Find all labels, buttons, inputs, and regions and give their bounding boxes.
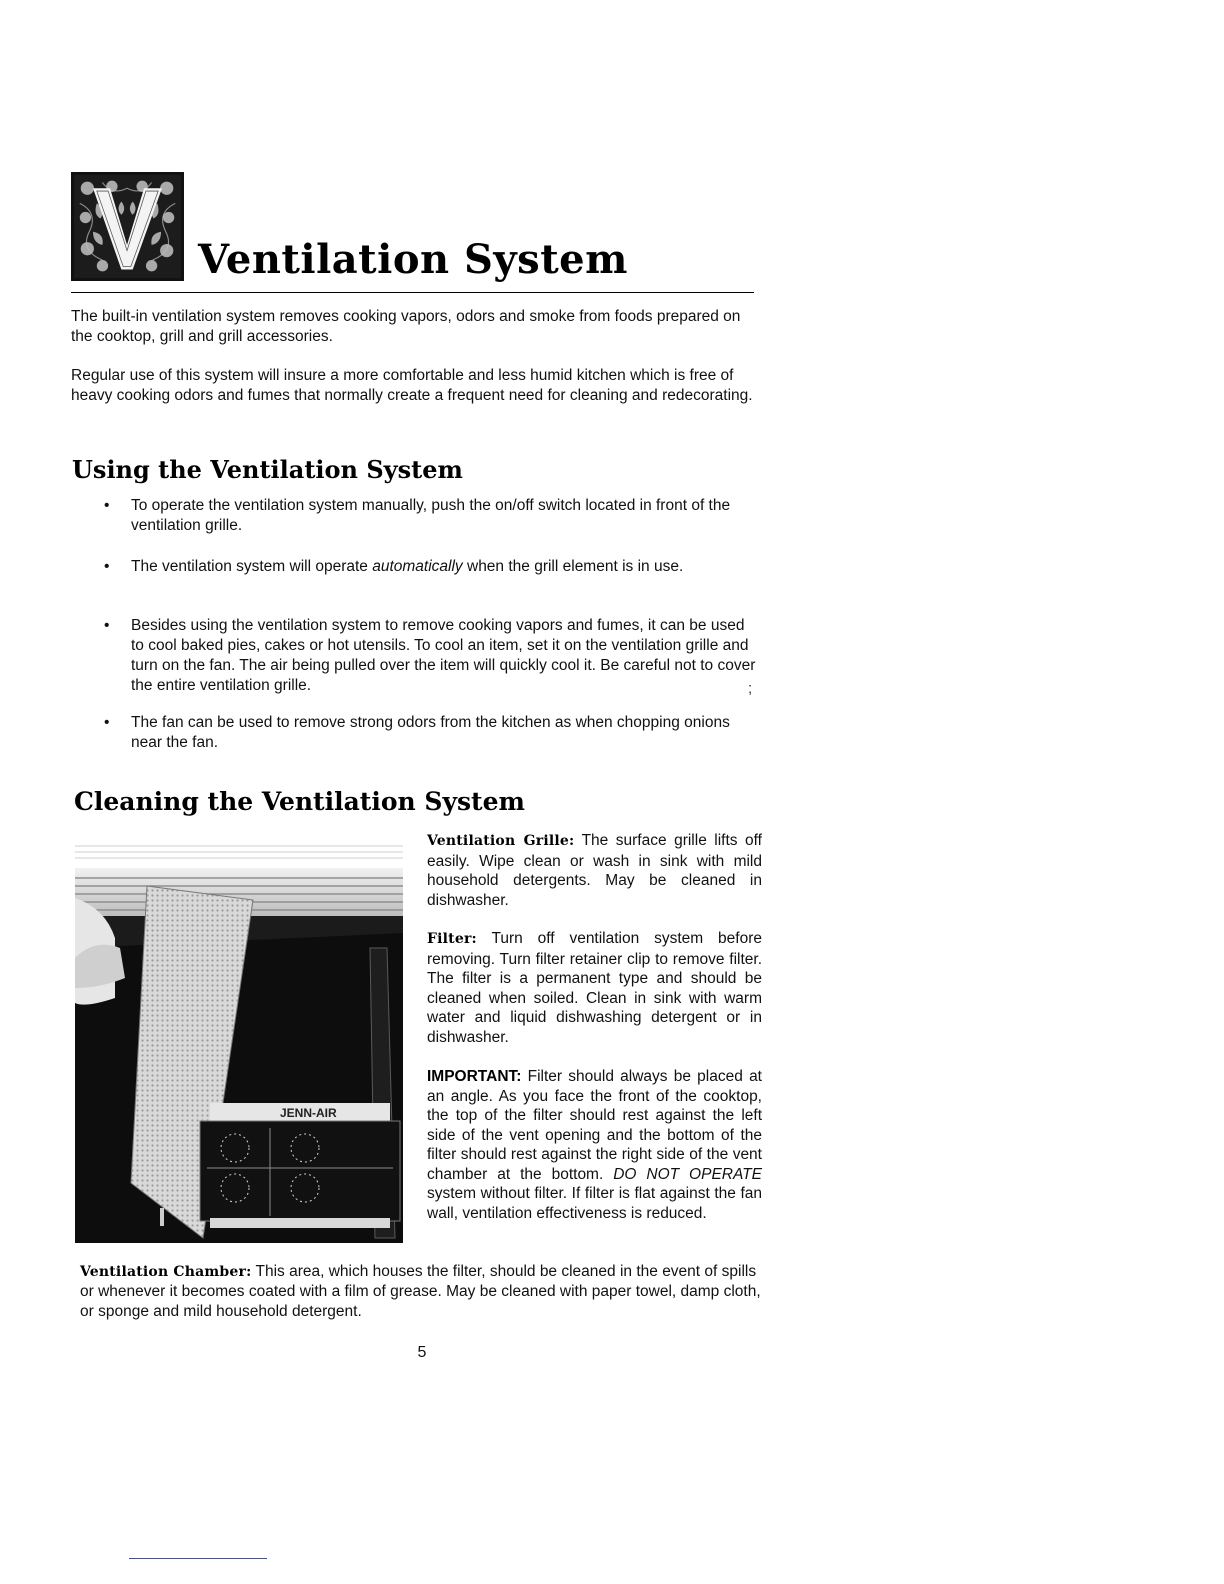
bullet-icon: • <box>104 617 110 634</box>
filter-paragraph <box>427 929 762 1047</box>
page-number: 5 <box>417 1344 427 1361</box>
photo-illustration <box>75 838 403 1243</box>
bullet-text-cooling: Besides using the ventilation system to remove cooking vapors and fumes, it can be used to cool baked pies, cakes or hot utensils. To cool an item, set it on the ventilation grille and turn on the fan. The air being pulled over the item will quickly cool it. Be careful not to cover the entire ventilation grille. <box>131 617 756 694</box>
intro-paragraph-2: Regular use of this system will insure a more comfortable and less humid kitchen which is free of heavy cooking odors and fumes that normally create a frequent need for cleaning and redecorating. <box>71 367 753 404</box>
cooktop-filter-photo <box>75 838 403 1243</box>
cleaning-section-heading: Cleaning the Ventilation System <box>74 787 525 816</box>
chamber-label: Ventilation Chamber: <box>80 1264 252 1280</box>
grille-paragraph <box>427 831 762 910</box>
filter-label: Filter: <box>427 931 477 947</box>
bullet-icon: • <box>104 497 110 514</box>
footnote-rule <box>129 1558 267 1559</box>
chamber-text: This area, which houses the filter, should be cleaned in the event of spills or whenever it becomes coated with a film of grease. May be cleaned with paper towel, damp cloth, or sponge and mild household detergent. <box>80 1263 761 1320</box>
do-not-operate-emphasis: DO NOT OPERATE <box>613 1165 762 1183</box>
title-divider <box>71 292 754 293</box>
list-item <box>104 557 759 577</box>
chamber-paragraph <box>80 1262 765 1322</box>
filter-text: Turn off ventilation system before removing. Turn filter retainer clip to remove filter. The filter is a permanent type and should be cleaned when soiled. Clean in sink with warm water and liquid dishwashing detergent or in dishwasher. <box>427 930 762 1046</box>
important-paragraph <box>427 1067 762 1223</box>
emphasis-automatically: automatically <box>372 558 463 575</box>
important-text-end: system without filter. If filter is flat against the fan wall, ventilation effectiveness is reduced. <box>427 1185 762 1222</box>
bullet-icon: • <box>104 558 110 575</box>
intro-paragraph-1: The built-in ventilation system removes cooking vapors, odors and smoke from foods prepared on the cooktop, grill and grill accessories. <box>71 308 741 345</box>
page-title: Ventilation System <box>198 236 628 283</box>
list-item <box>104 496 759 536</box>
bullet-text-manual: To operate the ventilation system manually, push the on/off switch located in front of the ventilation grille. <box>131 497 731 534</box>
grille-label: Ventilation Grille: <box>427 833 575 849</box>
grille-text: The surface grille lifts off easily. Wipe clean or wash in sink with mild household detergents. May be cleaned in dishwasher. <box>427 832 762 909</box>
important-text: Filter should always be placed at an angle. As you face the front of the cooktop, the top of the filter should rest against the left side of the vent opening and the bottom of the filter should rest against the right side of the vent chamber at the bottom. <box>427 1068 762 1183</box>
photo-brand-label: JENN-AIR <box>280 1106 337 1120</box>
bullet-icon: • <box>104 714 110 731</box>
stray-mark: ; <box>748 680 753 697</box>
floral-ornament-icon <box>74 175 181 278</box>
drop-cap-ornament <box>71 172 184 281</box>
list-item <box>104 616 759 696</box>
bullet-text-odors: The fan can be used to remove strong odors from the kitchen as when chopping onions near the fan. <box>131 714 730 751</box>
bullet-text-automatic: The ventilation system will operate automatically when the grill element is in use. <box>131 558 684 575</box>
important-label: IMPORTANT: <box>427 1068 522 1085</box>
list-item <box>104 713 759 753</box>
using-section-heading: Using the Ventilation System <box>72 455 463 484</box>
